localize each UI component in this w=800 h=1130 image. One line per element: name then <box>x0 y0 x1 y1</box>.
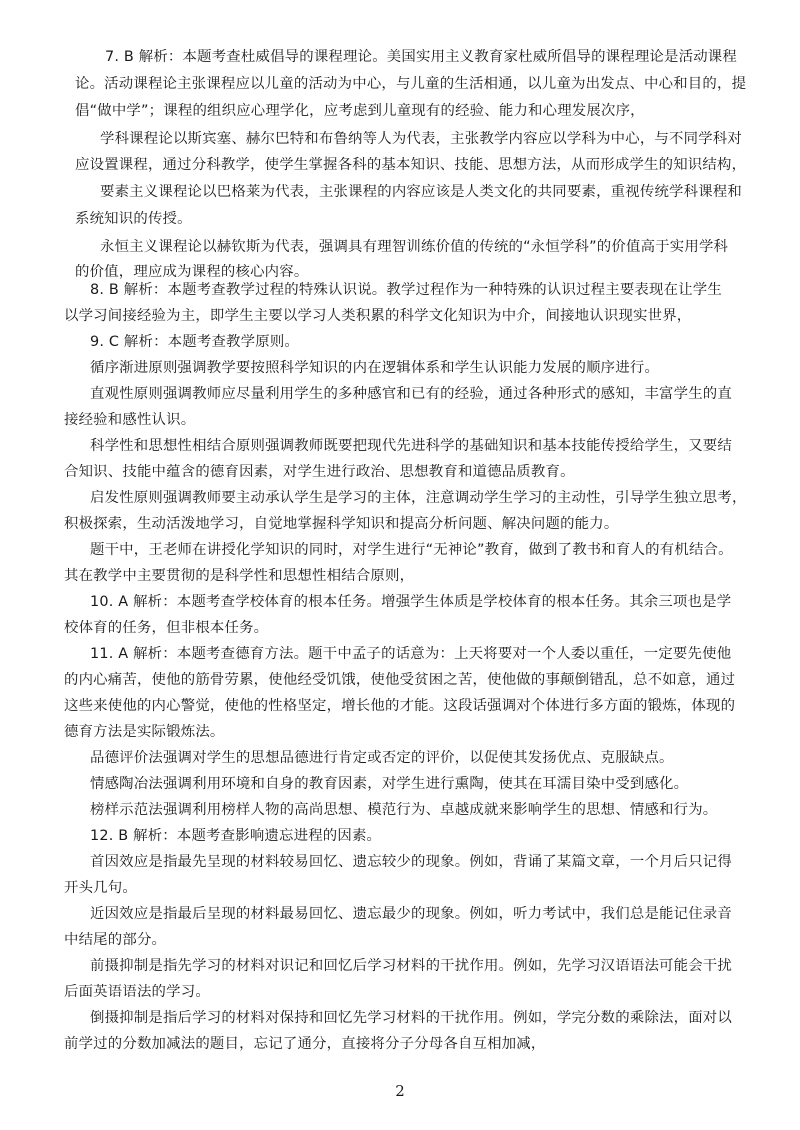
text-line: 中结尾的部分。 <box>64 932 167 948</box>
text-line: 论。活动课程论主张课程应以儿童的活动为中心，与儿童的生活相通，以儿童为出发点、中心和目的，提 <box>75 76 747 92</box>
text-line: 以学习间接经验为主，即学生主要以学习人类积累的科学文化知识为中介，间接地认识现实世界， <box>64 308 692 324</box>
text-line: 应设置课程，通过分科教学，使学生掌握各科的基本知识、技能、思想方法，从而形成学生的知识结构， <box>75 157 747 173</box>
text-line: 8. B 解析：本题考查教学过程的特殊认识说。教学过程作为一种特殊的认识过程主要表现在让学生 <box>90 282 722 298</box>
text-line: 近因效应是指最后呈现的材料最易回忆、遗忘最少的现象。例如，听力考试中，我们总是能记住录音 <box>90 906 732 922</box>
text-line: 科学性和思想性相结合原则强调教师既要把现代先进科学的基础知识和基本技能传授给学生，又要结 <box>90 438 732 454</box>
text-line: 题干中，王老师在讲授化学知识的同时，对学生进行“无神论”教育，做到了教书和育人的有机结合。 <box>90 542 733 558</box>
text-line: 品德评价法强调对学生的思想品德进行肯定或否定的评价，以促使其发扬优点、克服缺点。 <box>90 750 674 766</box>
text-line: 这些来使他的内心警觉，使他的性格坚定，增长他的才能。这段话强调对个体进行多方面的锻炼，体现的 <box>64 698 736 714</box>
text-line: 前学过的分数加减法的题目，忘记了通分，直接将分子分母各自互相加减， <box>64 1036 546 1052</box>
text-line: 12. B 解析：本题考查影响遗忘进程的因素。 <box>90 828 382 844</box>
text-line: 10. A 解析：本题考查学校体育的根本任务。增强学生体质是学校体育的根本任务。其余三项也是学 <box>90 594 732 610</box>
text-line: 后面英语语法的学习。 <box>64 984 210 1000</box>
text-line: 榜样示范法强调利用榜样人物的高尚思想、模范行为、卓越成就来影响学生的思想、情感和行为。 <box>90 802 718 818</box>
text-line: 倒摄抑制是指后学习的材料对保持和回忆先学习材料的干扰作用。例如，学完分数的乘除法，面对以 <box>90 1010 732 1026</box>
page-number: 2 <box>395 1082 405 1100</box>
text-line: 11. A 解析：本题考查德育方法。题干中孟子的话意为：上天将要对一个人委以重任，一定要先使他 <box>90 646 732 662</box>
text-line: 直观性原则强调教师应尽量利用学生的多种感官和已有的经验，通过各种形式的感知，丰富学生的直 <box>90 386 732 402</box>
text-line: 的价值，理应成为课程的核心内容。 <box>75 264 309 280</box>
text-line: 前摄抑制是指先学习的材料对识记和回忆后学习材料的干扰作用。例如，先学习汉语语法可能会干扰 <box>90 958 732 974</box>
text-line: 合知识、技能中蕴含的德育因素，对学生进行政治、思想教育和道德品质教育。 <box>64 464 575 480</box>
text-line: 要素主义课程论以巴格莱为代表，主张课程的内容应该是人类文化的共同要素，重视传统学科课程和 <box>100 184 742 200</box>
text-line: 积极探索，生动活泼地学习，自觉地掌握科学知识和提高分析问题、解决问题的能力。 <box>64 516 619 532</box>
text-line: 启发性原则强调教师要主动承认学生是学习的主体，注意调动学生学习的主动性，引导学生独立思考， <box>90 490 747 506</box>
text-line: 7. B 解析：本题考查杜威倡导的课程理论。美国实用主义教育家杜威所倡导的课程理论是活动课程 <box>105 49 737 65</box>
text-line: 9. C 解析：本题考查教学原则。 <box>90 334 300 350</box>
text-line: 学科课程论以斯宾塞、赫尔巴特和布鲁纳等人为代表，主张教学内容应以学科为中心，与不同学科对 <box>100 131 742 147</box>
text-line: 倡“做中学”；课程的组织应心理学化，应考虑到儿童现有的经验、能力和心理发展次序， <box>75 103 645 119</box>
text-line: 首因效应是指最先呈现的材料较易回忆、遗忘较少的现象。例如，背诵了某篇文章，一个月后只记得 <box>90 854 732 870</box>
text-line: 德育方法是实际锻炼法。 <box>64 724 225 740</box>
text-line: 情感陶冶法强调利用环境和自身的教育因素，对学生进行熏陶，使其在耳濡目染中受到感化。 <box>90 776 689 792</box>
text-line: 系统知识的传授。 <box>75 211 192 227</box>
text-line: 永恒主义课程论以赫钦斯为代表，强调具有理智训练价值的传统的“永恒学科”的价值高于实用学科 <box>100 239 729 255</box>
text-line: 校体育的任务，但非根本任务。 <box>64 620 269 636</box>
text-line: 开头几句。 <box>64 880 137 896</box>
text-line: 的内心痛苦，使他的筋骨劳累，使他经受饥饿，使他受贫困之苦，使他做的事颠倒错乱，总不如意，通过 <box>64 672 736 688</box>
text-line: 循序渐进原则强调教学要按照科学知识的内在逻辑体系和学生认识能力发展的顺序进行。 <box>90 360 660 376</box>
text-line: 接经验和感性认识。 <box>64 412 196 428</box>
text-line: 其在教学中主要贯彻的是科学性和思想性相结合原则， <box>64 568 415 584</box>
